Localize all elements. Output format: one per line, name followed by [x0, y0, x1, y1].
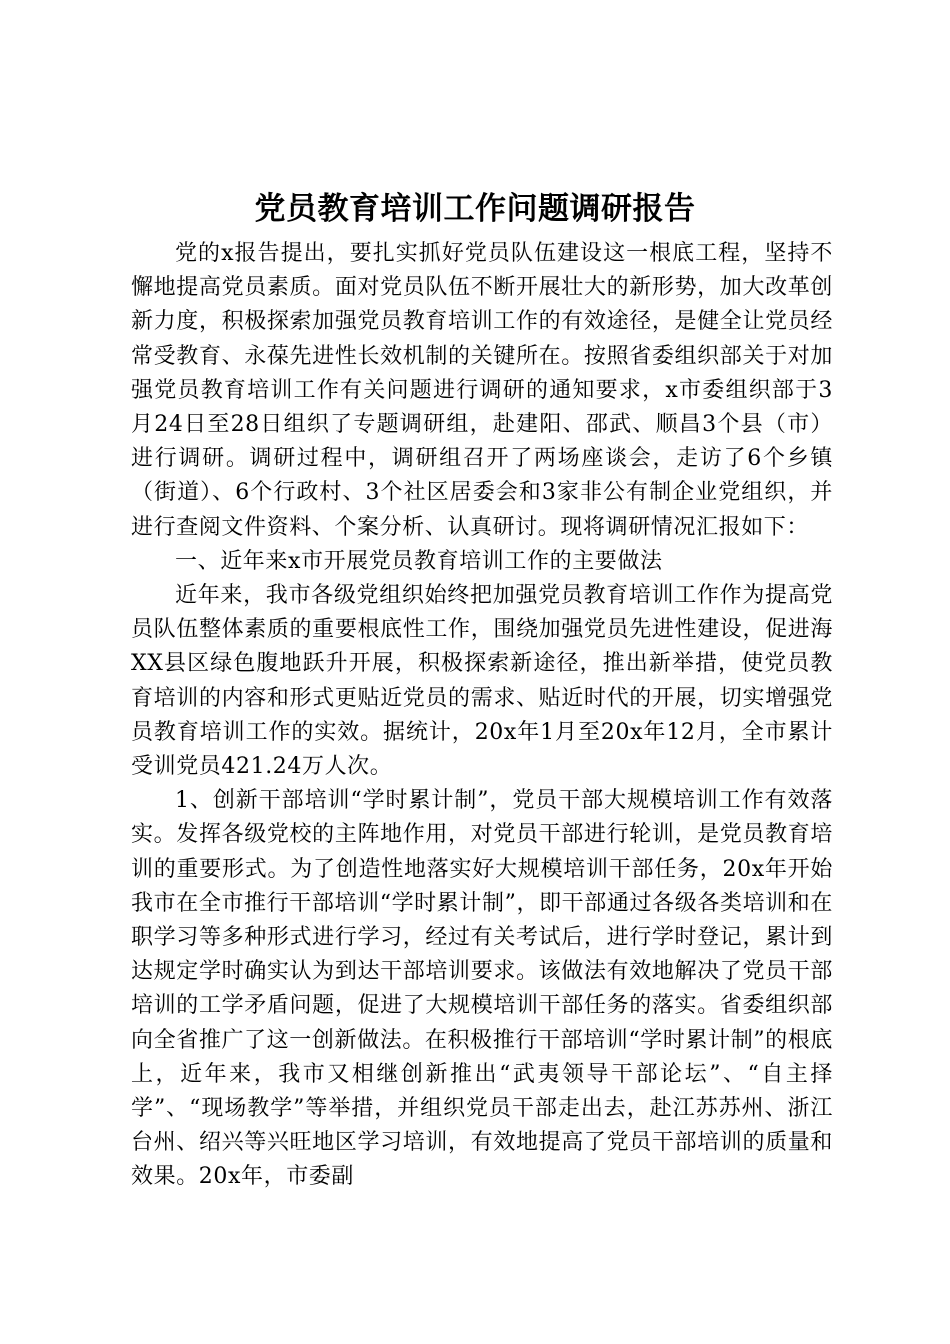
paragraph-intro: 党的x报告提出，要扎实抓好党员队伍建设这一根底工程，坚持不懈地提高党员素质。面对党员队伍不断开展壮大的新形势，加大改革创新力度，积极探索加强党员教育培训工作的有效途径，是健全让党员经常受教育、永葆先进性长效机制的关键所在。按照省委组织部关于对加强党员教育培训工作有关问题进行调研的通知要求，x市委组织部于3月24日至28日组织了专题调研组，赴建阳、邵武、顺昌3个县（市）进行调研。调研过程中，调研组召开了两场座谈会，走访了6个乡镇（街道）、6个行政村、3个社区居委会和3家非公有制企业党组织，并进行查阅文件资料、个案分析、认真研讨。现将调研情况汇报如下： [131, 241, 833, 540]
document-title: 党员教育培训工作问题调研报告 [254, 191, 696, 227]
section-heading-1: 一、近年来x市开展党员教育培训工作的主要做法 [175, 548, 663, 574]
paragraph-overview: 近年来，我市各级党组织始终把加强党员教育培训工作作为提高党员队伍整体素质的重要根底性工作，围绕加强党员先进性建设，促进海XX县区绿色腹地跃升开展，积极探索新途径，推出新举措，使党员教育培训的内容和形式更贴近党员的需求、贴近时代的开展，切实增强党员教育培训工作的实效。据统计，20x年1月至20x年12月，全市累计受训党员421.24万人次。 [131, 583, 833, 780]
document-body [131, 237, 833, 1195]
paragraph-item-1: 1、创新干部培训“学时累计制”，党员干部大规模培训工作有效落实。发挥各级党校的主阵地作用，对党员干部进行轮训，是党员教育培训的重要形式。为了创造性地落实好大规模培训干部任务，20x年开始我市在全市推行干部培训“学时累计制”，即干部通过各级各类培训和在职学习等多种形式进行学习，经过有关考试后，进行学时登记，累计到达规定学时确实认为到达干部培训要求。该做法有效地解决了党员干部培训的工学矛盾问题，促进了大规模培训干部任务的落实。省委组织部向全省推广了这一创新做法。在积极推行干部培训“学时累计制”的根底上，近年来，我市又相继创新推出“武夷领导干部论坛”、“自主择学”、“现场教学”等举措，并组织党员干部走出去，赴江苏苏州、浙江台州、绍兴等兴旺地区学习培训，有效地提高了党员干部培训的质量和效果。20x年，市委副 [131, 788, 833, 1190]
